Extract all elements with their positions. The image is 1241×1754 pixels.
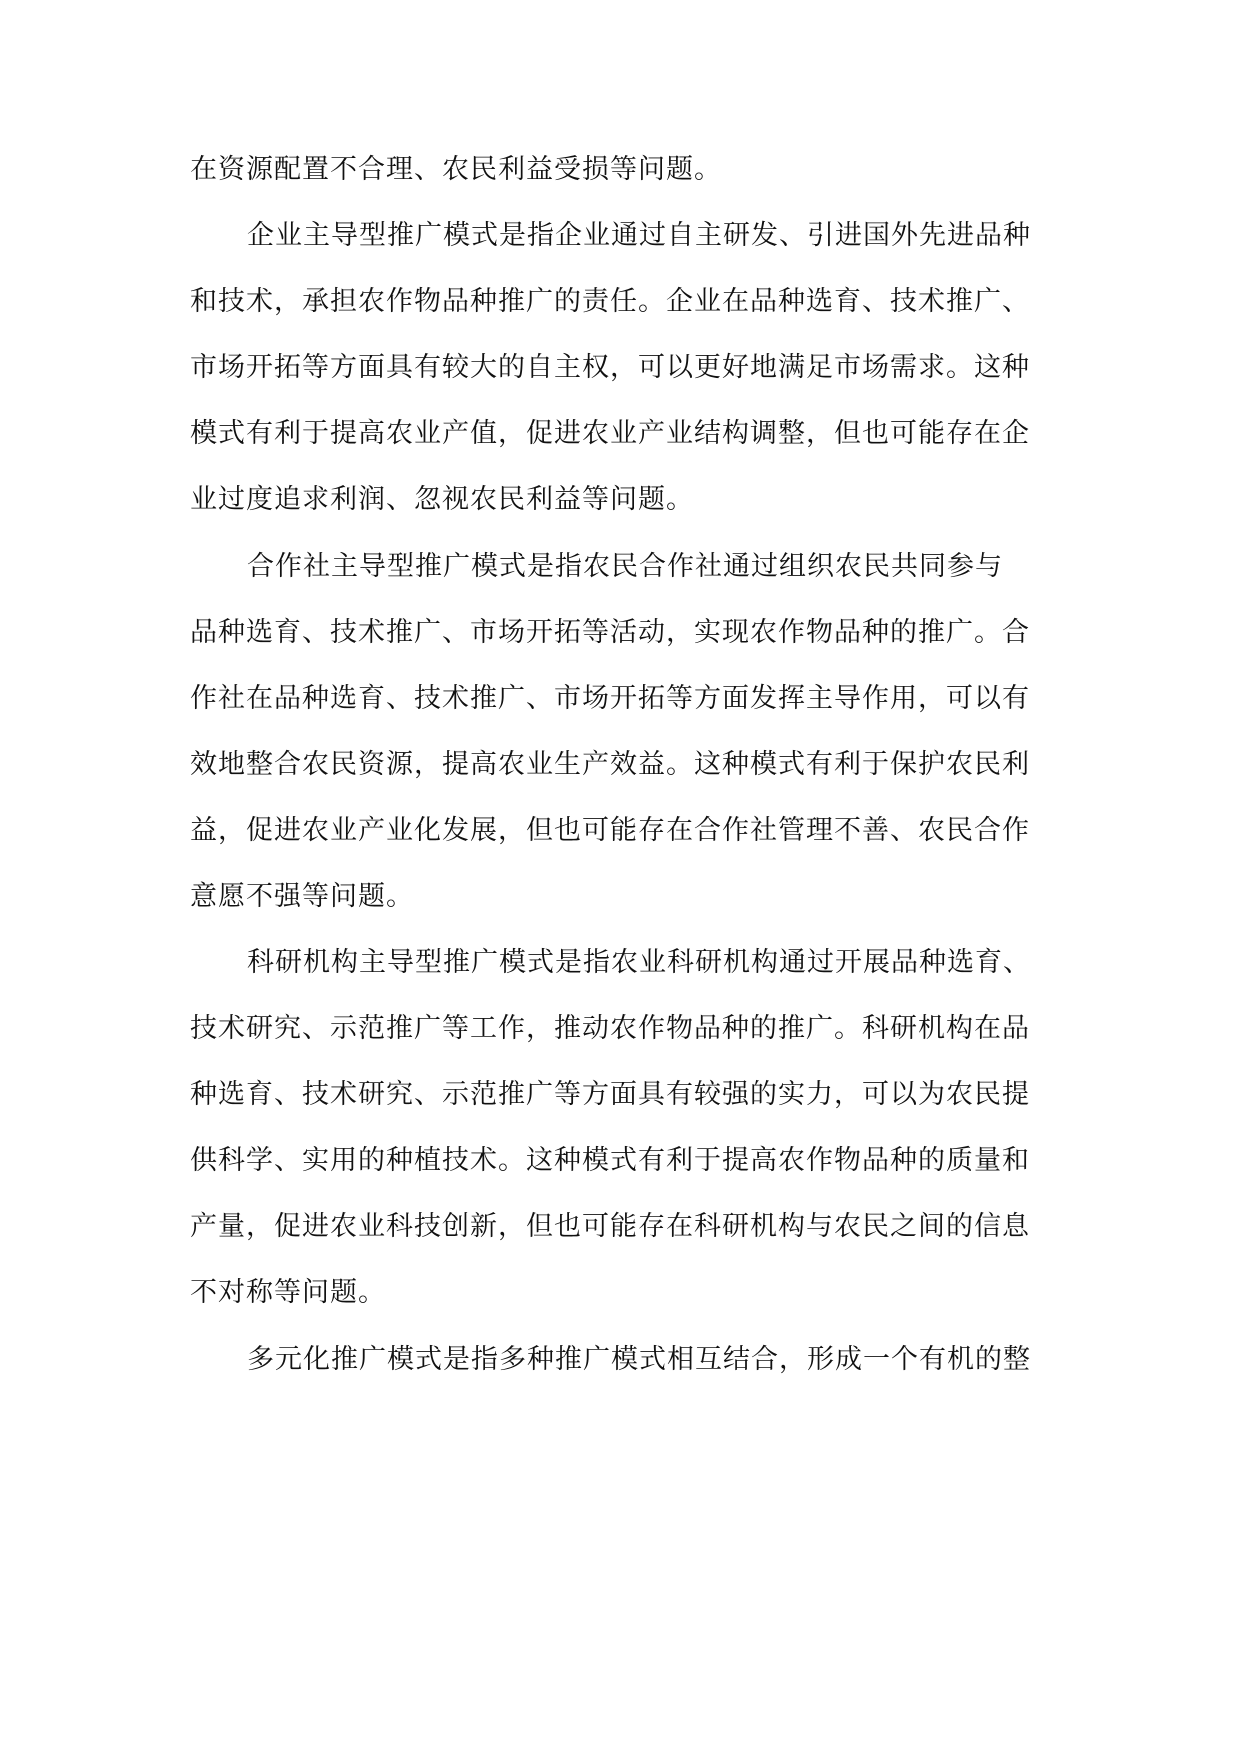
text-line: 在资源配置不合理、农民利益受损等问题。 (190, 154, 722, 185)
text-line: 模式有利于提高农业产值，促进农业产业结构调整，但也可能存在企 (190, 418, 1030, 449)
text-line: 效地整合农民资源，提高农业生产效益。这种模式有利于保护农民利 (190, 749, 1030, 780)
text-line: 业过度追求利润、忽视农民利益等问题。 (190, 484, 694, 515)
text-line: 技术研究、示范推广等工作，推动农作物品种的推广。科研机构在品 (190, 1013, 1030, 1044)
text-line: 不对称等问题。 (190, 1277, 386, 1308)
text-line: 市场开拓等方面具有较大的自主权，可以更好地满足市场需求。这种 (190, 352, 1030, 383)
text-line: 产量，促进农业科技创新，但也可能存在科研机构与农民之间的信息 (190, 1211, 1030, 1242)
text-line: 科研机构主导型推广模式是指农业科研机构通过开展品种选育、 (247, 947, 1031, 978)
text-line: 种选育、技术研究、示范推广等方面具有较强的实力，可以为农民提 (190, 1079, 1030, 1110)
text-line: 作社在品种选育、技术推广、市场开拓等方面发挥主导作用，可以有 (190, 683, 1030, 714)
text-line: 合作社主导型推广模式是指农民合作社通过组织农民共同参与 (247, 551, 1003, 582)
text-line: 益，促进农业产业化发展，但也可能存在合作社管理不善、农民合作 (190, 815, 1030, 846)
text-line: 企业主导型推广模式是指企业通过自主研发、引进国外先进品种 (247, 220, 1031, 251)
text-line: 多元化推广模式是指多种推广模式相互结合，形成一个有机的整 (247, 1344, 1031, 1375)
text-line: 和技术，承担农作物品种推广的责任。企业在品种选育、技术推广、 (190, 286, 1030, 317)
text-line: 供科学、实用的种植技术。这种模式有利于提高农作物品种的质量和 (190, 1145, 1030, 1176)
text-line: 品种选育、技术推广、市场开拓等活动，实现农作物品种的推广。合 (190, 617, 1030, 648)
text-line: 意愿不强等问题。 (190, 881, 414, 912)
